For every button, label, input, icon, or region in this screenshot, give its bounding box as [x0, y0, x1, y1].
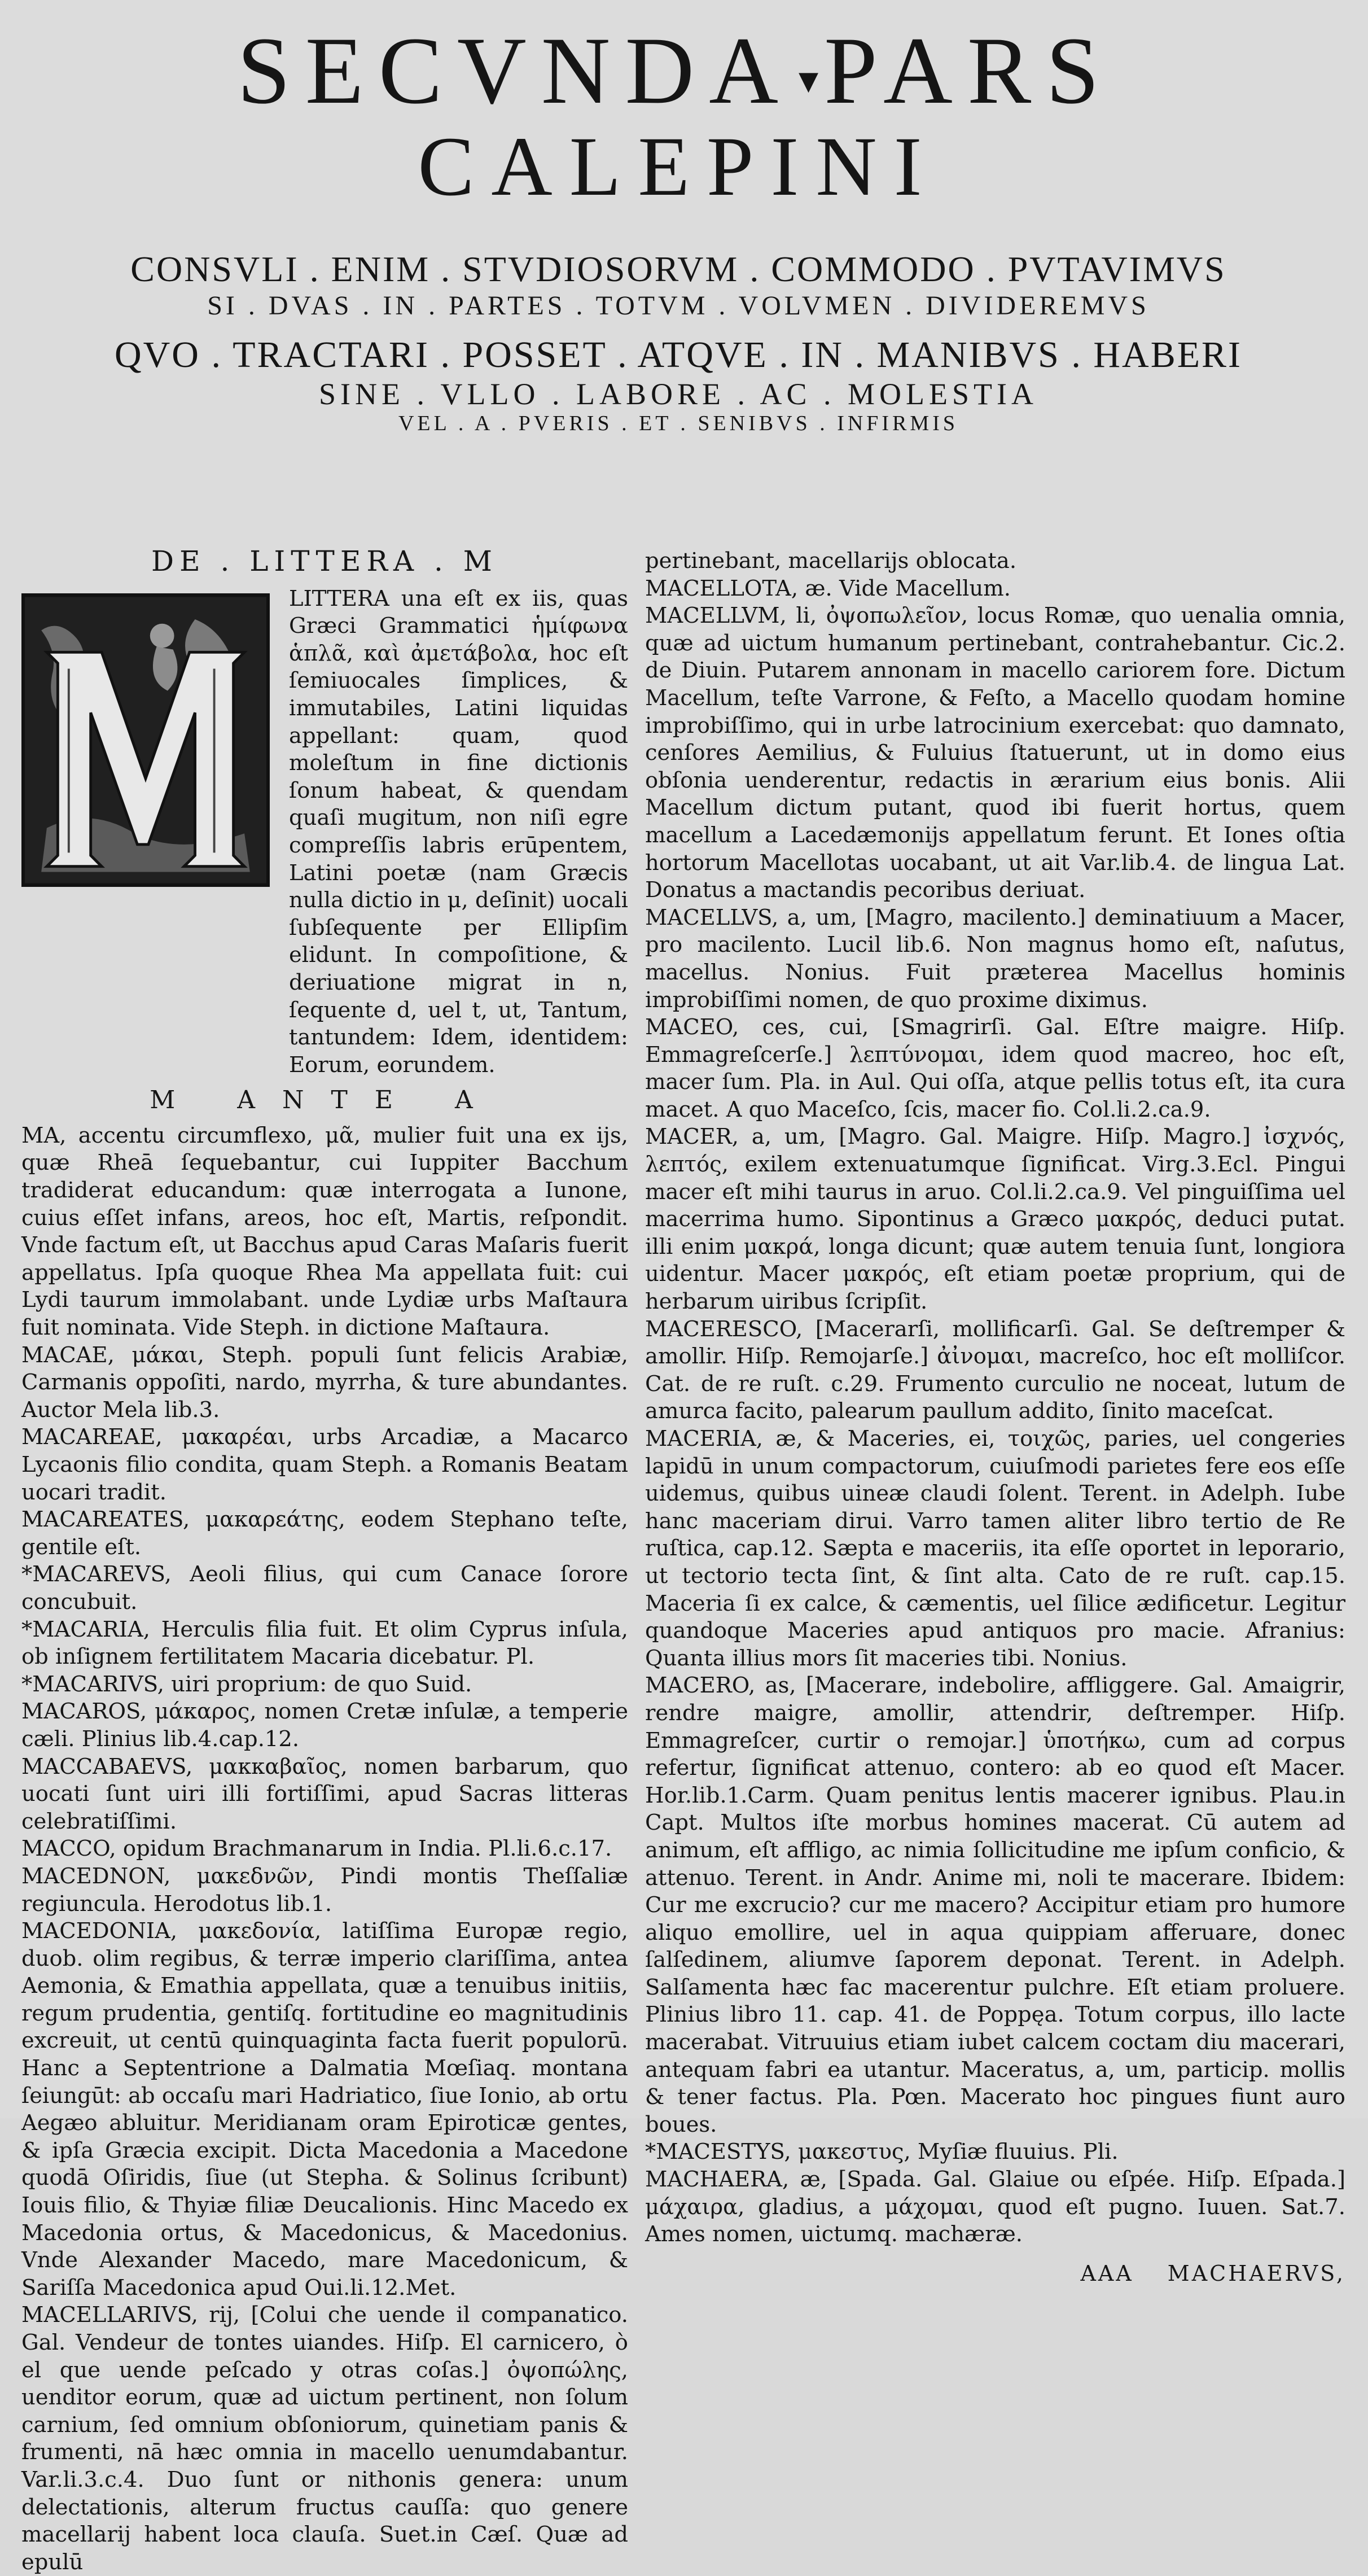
entry-machaera: MACHAERA, æ, [Spada. Gal. Glaiue ou eſpée. Hiſp. Eſpada.] μάχαιρα, gladius, a μάχομαι, quod eſt pugno. Iuuen. Sat.7. Ames nomen, uictumq. machæræ.: [645, 2167, 1345, 2247]
entry-macareae: MACAREAE, μακαρέαι, urbs Arcadiæ, a Macarco Lycaonis filio condita, quam Steph. a Romanis Beatam uocari tradit.: [21, 1424, 628, 1505]
woodcut-m-icon: [25, 597, 266, 884]
motto-line-1: CONSVLI . ENIM . STVDIOSORVM . COMMODO . PVTAVIMVS: [130, 249, 1226, 289]
text-columns: [21, 545, 1345, 2575]
entry-macestys: *MACESTYS, μακεστυς, Myſiæ fluuius. Pli.: [645, 2139, 1119, 2165]
entry-macer: MACER, a, um, [Magro. Gal. Maigre. Hiſp. Magro.] ἰσχνός, λεπτός, exilem extenuatumque ſignificat. Virg.3.Ecl. Pingui macer eſt mihi taurus in aruo. Col.li.2.ca.9. Vel pinguiſſima uel macerrima humo. Sipontinus a Græco μακρός, deduci putat. illi enim μακρά, longa dicunt; quæ autem tenuia ſunt, longiora uidentur. Macer μακρός, eſt etiam poetæ proprium, qui de herbarum uiribus ſcripſit.: [645, 1124, 1345, 1315]
entry-macellus: MACELLVS, a, um, [Magro, macilento.] deminatiuum a Macer, pro macilento. Lucil lib.6. Non magnus homo eſt, naſutus, macellus. Nonius. Fuit præterea Macellus hominis improbiſſimi nomen, de quo proxime diximus.: [645, 904, 1345, 1013]
entry-macellota: MACELLOTA, æ. Vide Macellum.: [645, 575, 1011, 601]
motto-line-4: SINE . VLLO . LABORE . AC . MOLESTIA: [318, 377, 1038, 411]
entry-macednon: MACEDNON, μακεδνῶν, Pindi montis Theſſaliæ regiuncula. Herodotus lib.1.: [21, 1863, 628, 1917]
motto: [23, 248, 1334, 436]
entry-macareates: MACAREATES, μακαρεάτης, eodem Stephano teſte, gentile eſt.: [21, 1507, 628, 1560]
decorated-initial-m: [21, 593, 270, 887]
sub-heading-m-ante-a: M ANTE A: [150, 1086, 500, 1115]
intro-paragraph: LITTERA una eſt ex iis, quas Græci Grammatici ἡμίφωνα ἁπλᾶ, καὶ ἀμετάβολα, hoc eſt ſemiuocales ſimplices, & immutabiles, Latini liquidas appellant: quam, quod moleſtum in fine dictionis ſonum habeat, & quendam quaſi mugitum, non niſi egre compreſſis labris erūpentem, Latini poetæ (nam Græcis nulla dictio in μ, deſinit) uocali ſubſequente per Ellipſim elidunt. In compoſitione, & deriuatione migrat in n, ſequente d, uel t, ut, Tantum, tantundem: Idem, identidem: Eorum, eorundem.: [289, 585, 628, 1078]
right-column: [645, 548, 1345, 2287]
intro-block: [21, 585, 628, 1079]
entry-macellum: MACELLVM, li, ὀψοπωλεῖον, locus Romæ, quo uenalia omnia, quæ ad uictum humanum pertinebant, contrahebantur. Cic.2. de Diuin. Putarem annonam in macello cariorem fore. Dictum Macellum, teſte Varrone, & Feſto, a Macello quodam homine improbiſſimo, qui in urbe latrocinium exercebat: quo damnato, cenſores Aemilius, & Fuluius ſtatuerunt, ut in domo eius obſonia uenderentur, redactis in ærarium eius bonis. Alii Macellum dictum putant, quod ibi fuerit hortus, quem macellum a Lacedæmonijs appellatum ferunt. Et Iones oſtia hortorum Macellotas uocabant, ut ait Var.lib.4. de lingua Lat. Donatus a mactandis pecoribus deriuat.: [645, 603, 1345, 903]
left-column: [21, 545, 628, 2576]
signature-mark: AAA: [1080, 2260, 1134, 2286]
entry-macedonia: MACEDONIA, μακεδονία, latiſſima Europæ regio, duob. olim regibus, & terræ imperio clariſſima, antea Aemonia, & Emathia appellata, quæ a tenuibus initiis, regum prudentia, gentiſq. fortitudine eo magnitudinis excreuit, ut centū quinquaginta facta fuerit populorū. Hanc a Septentrione a Dalmatia Mœſiaq. montana ſeiungūt: ab occaſu mari Hadriatico, ſiue Ionio, ab ortu Aegæo abluitur. Meridianam oram Epiroticæ gentes, & ipſa Græcia excipit. Dicta Macedonia a Macedone quodā Oſiridis, ſiue (ut Stepha. & Solinus ſcribunt) Iouis filio, & Thyiæ filiæ Deucalionis. Hinc Macedo ex Macedonia ortus, & Macedonicus, & Macedonius. Vnde Alexander Macedo, mare Macedonicum, & Sariſſa Macedonica apud Oui.li.12.Met.: [21, 1918, 628, 2301]
entry-macaros: MACAROS, μάκαρος, nomen Cretæ inſulæ, a temperie cæli. Plinius lib.4.cap.12.: [21, 1699, 628, 1752]
motto-line-3: QVO . TRACTARI . POSSET . ATQVE . IN . MANIBVS . HABERI: [114, 334, 1243, 375]
entry-macco: MACCO, opidum Brachmanarum in India. Pl.li.6.c.17.: [21, 1836, 612, 1862]
section-heading: DE . LITTERA . M: [151, 545, 498, 578]
page-title: [17, 18, 1334, 124]
page-subtitle: CALEPINI: [418, 120, 939, 213]
entry-macae: MACAE, μάκαι, Steph. populi ſunt felicis Arabiæ, Carmanis oppoſiti, nardo, myrrha, & ture abundantes. Auctor Mela lib.3.: [21, 1342, 628, 1423]
title-ornament: ▾: [799, 58, 819, 102]
title-word-secunda: SECVNDA: [237, 18, 793, 124]
entry-maceresco: MACERESCO, [Macerarſi, mollificarſi. Gal. Se deſtremper & amollir. Hiſp. Remojarſe.] ἀἰνομαι, macreſco, hoc eſt molliſcor. Cat. de re ruſt. c.29. Frumento curculio ne noceat, lutum de amurca facito, palearum paullum addito, ſinito maceſcat.: [645, 1316, 1345, 1424]
entry-continuation: pertinebant, macellarijs oblocata.: [645, 548, 1017, 574]
motto-line-5: VEL . A . PVERIS . ET . SENIBVS . INFIRMIS: [398, 411, 959, 435]
entry-macero: MACERO, as, [Macerare, indebolire, affliggere. Gal. Amaigrir, rendre maigre, amollir, attendrir, deſtremper. Hiſp. Emmagreſcer, curtir o remojar.] ὑποτήκω, cum ad corpus refertur, ſignificat attenuo, contero: ab eo quod eſt Macer. Hor.lib.1.Carm. Quam penitus lentis macerer ignibus. Plau.in Capt. Multos iſte morbus homines macerat. Cū autem ad animum, eſt affligo, ac nimia ſollicitudine me ipſum conficio, & attenuo. Terent. in Andr. Anime mi, noli te macerare. Ibidem: Cur me excrucio? cur me macero? Accipitur etiam pro humore aliquo emollire, uel in aqua quippiam afferuare, donec ſalſedinem, aliumve ſaporem deponat. Terent. in Adelph. Salſamenta hæc fac macerentur pulchre. Eſt etiam proluere. Plinius libro 11. cap. 41. de Poppęa. Totum corpus, illo lacte macerabat. Vitruuius etiam iubet calcem coctam diu macerari, antequam fabri ea utantur. Maceratus, a, um, particip. mollis & tener factus. Pla. Pœn. Macerato hoc pingues fiunt auro boues.: [645, 1673, 1345, 2137]
entry-macarius: *MACARIVS, uiri proprium: de quo Suid.: [21, 1671, 472, 1697]
entry-maccabaeus: MACCABAEVS, μακκαβαῖος, nomen barbarum, quo uocati ſunt uiri illi fortiſſimi, apud Sacras litteras celebratiſſimi.: [21, 1753, 628, 1834]
page-footer: [645, 2260, 1345, 2288]
entry-maceo: MACEO, ces, cui, [Smagrirſi. Gal. Eſtre maigre. Hiſp. Emmagreſcerſe.] λεπτύνομαι, idem quod macreo, hoc eſt, macer ſum. Pla. in Aul. Qui oſſa, atque pellis totus eſt, ita cura macet. A quo Maceſco, ſcis, macer fio. Col.li.2.ca.9.: [645, 1014, 1345, 1122]
entry-ma: MA, accentu circumflexo, μᾶ, mulier fuit una ex ijs, quæ Rheā ſequebantur, cui Iuppiter Bacchum tradiderat educandum: quæ interrogata a Iunone, cuius eſſet infans, areos, hoc eſt, Martis, reſpondit. Vnde factum eſt, ut Bacchus apud Caras Maſaris fuerit appellatus. Ipſa quoque Rhea Ma appellata fuit: cui Lydi taurum immolabant. unde Lydiæ urbs Maſtaura fuit nominata. Vide Steph. in dictione Maſtaura.: [21, 1122, 628, 1341]
motto-line-2: SI . DVAS . IN . PARTES . TOTVM . VOLVMEN . DIVIDEREMVS: [207, 290, 1150, 321]
catchword: MACHAERVS,: [1167, 2260, 1345, 2286]
entry-macellarius: MACELLARIVS, rij, [Colui che uende il companatico. Gal. Vendeur de tontes uiandes. Hiſp. El carnicero, ò el que uende peſcado y otras coſas.] ὀψοπώλης, uenditor eorum, quæ ad uictum pertinent, non ſolum carnium, ſed omnium obſoniorum, quinetiam panis & frumenti, nā hæc omnia in macello uenumdabantur. Var.li.3.c.4. Duo ſunt or nithonis genera: unum delectationis, alterum fructus cauſſa: quo genere macellarij habent loca clauſa. Suet.in Cæſ. Quæ ad epulū: [21, 2302, 628, 2575]
entry-macaria: *MACARIA, Herculis filia fuit. Et olim Cyprus inſula, ob inſignem fertilitatem Macaria dicebatur. Pl.: [21, 1616, 628, 1670]
entry-maceria: MACERIA, æ, & Maceries, ei, τοιχῶς, paries, uel congeries lapidū in unum compactorum, cuiuſmodi parietes fere eos eſſe uidemus, quibus uineæ claudi ſolent. Terent. in Adelph. Iube hanc maceriam dirui. Varro tamen aliter libro tertio de Re ruſtica, cap.12. Sæpta e maceriis, ita eſſe oportet in leporario, ut tectorio tecta ſint, & ſint alta. Cato de re ruſt. cap.15. Maceria ſi ex calce, & cæmentis, uel ſilice ædificetur. Legitur quandoque Maceries apud antiquos pro macie. Afranius: Quanta illius mors ſit maceries tibi. Nonius.: [645, 1426, 1345, 1671]
entry-macareus: *MACAREVS, Aeoli filius, qui cum Canace ſorore concubuit.: [21, 1562, 628, 1615]
title-word-pars: PARS: [824, 18, 1114, 124]
